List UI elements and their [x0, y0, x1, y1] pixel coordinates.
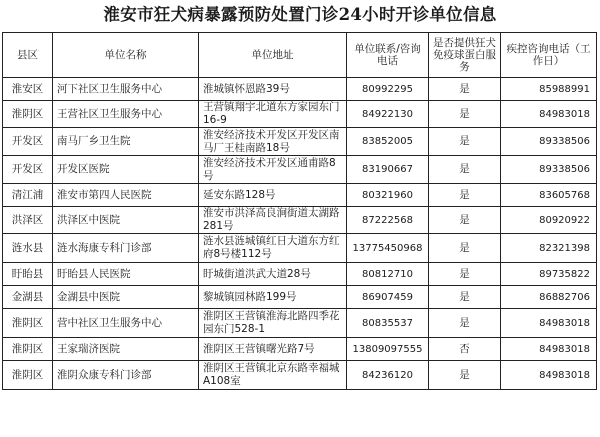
- cell-unit-name: 河下社区卫生服务中心: [53, 78, 199, 101]
- cell-contact-phone: 80321960: [347, 184, 429, 207]
- cell-address: 盱城街道洪武大道28号: [199, 263, 347, 286]
- cell-district: 淮阴区: [3, 361, 53, 390]
- cell-address: 延安东路128号: [199, 184, 347, 207]
- table-row: [3, 338, 597, 361]
- table-row: [3, 78, 597, 101]
- cell-unit-name: 王家瑞济医院: [53, 338, 199, 361]
- cell-address: 淮阴区王营镇北京东路幸福城A108室: [199, 361, 347, 390]
- cell-contact-phone: 84236120: [347, 361, 429, 390]
- cell-contact-phone: 80835537: [347, 309, 429, 338]
- table-row: [3, 101, 597, 128]
- cell-immunoglobulin: 是: [429, 361, 501, 390]
- table-row: [3, 156, 597, 184]
- cell-unit-name: 淮安市第四人民医院: [53, 184, 199, 207]
- cell-immunoglobulin: 是: [429, 184, 501, 207]
- cell-address: 淮安经济技术开发区开发区南马厂王桂南路18号: [199, 128, 347, 156]
- cell-district: 淮安区: [3, 78, 53, 101]
- cell-unit-name: 王营社区卫生服务中心: [53, 101, 199, 128]
- table-row: [3, 263, 597, 286]
- cell-unit-name: 涟水海康专科门诊部: [53, 234, 199, 263]
- cell-contact-phone: 87222568: [347, 207, 429, 234]
- cell-unit-name: 金湖县中医院: [53, 286, 199, 309]
- cell-immunoglobulin: 是: [429, 156, 501, 184]
- cell-cdc-phone: 86882706: [501, 286, 597, 309]
- cell-contact-phone: 80812710: [347, 263, 429, 286]
- table-row: [3, 361, 597, 390]
- table-header-row: [3, 33, 597, 78]
- cell-immunoglobulin: 是: [429, 286, 501, 309]
- cell-cdc-phone: 83605768: [501, 184, 597, 207]
- cell-contact-phone: 83190667: [347, 156, 429, 184]
- header-unit-name: 单位名称: [53, 33, 199, 78]
- cell-cdc-phone: 84983018: [501, 361, 597, 390]
- cell-district: 开发区: [3, 128, 53, 156]
- table-row: [3, 309, 597, 338]
- cell-district: 淮阴区: [3, 101, 53, 128]
- page-title: 淮安市狂犬病暴露预防处置门诊24小时开诊单位信息: [103, 5, 497, 24]
- cell-cdc-phone: 89338506: [501, 128, 597, 156]
- cell-district: 涟水县: [3, 234, 53, 263]
- cell-contact-phone: 80992295: [347, 78, 429, 101]
- cell-address: 淮城镇怀恩路39号: [199, 78, 347, 101]
- cell-immunoglobulin: 是: [429, 78, 501, 101]
- cell-cdc-phone: 89735822: [501, 263, 597, 286]
- cell-unit-name: 洪泽区中医院: [53, 207, 199, 234]
- cell-district: 淮阴区: [3, 309, 53, 338]
- cell-unit-name: 开发区医院: [53, 156, 199, 184]
- cell-immunoglobulin: 是: [429, 234, 501, 263]
- cell-address: 淮安经济技术开发区通甫路8号: [199, 156, 347, 184]
- cell-address: 涟水县涟城镇红日大道东方红府8号楼112号: [199, 234, 347, 263]
- cell-unit-name: 南马厂乡卫生院: [53, 128, 199, 156]
- cell-contact-phone: 13775450968: [347, 234, 429, 263]
- cell-address: 淮阴区王营镇淮海北路四季花园东门528-1: [199, 309, 347, 338]
- cell-cdc-phone: 85988991: [501, 78, 597, 101]
- header-cdc-phone: 疾控咨询电话（工作日）: [501, 33, 597, 78]
- table-row: [3, 128, 597, 156]
- cell-immunoglobulin: 否: [429, 338, 501, 361]
- cell-cdc-phone: 89338506: [501, 156, 597, 184]
- cell-cdc-phone: 84983018: [501, 338, 597, 361]
- cell-immunoglobulin: 是: [429, 207, 501, 234]
- cell-cdc-phone: 84983018: [501, 309, 597, 338]
- cell-cdc-phone: 84983018: [501, 101, 597, 128]
- header-immunoglobulin: 是否提供狂犬免疫球蛋白服务: [429, 33, 501, 78]
- cell-unit-name: 淮阴众康专科门诊部: [53, 361, 199, 390]
- cell-district: 洪泽区: [3, 207, 53, 234]
- cell-unit-name: 盱眙县人民医院: [53, 263, 199, 286]
- table-row: [3, 234, 597, 263]
- cell-district: 金湖县: [3, 286, 53, 309]
- table-row: [3, 207, 597, 234]
- cell-cdc-phone: 80920922: [501, 207, 597, 234]
- cell-cdc-phone: 82321398: [501, 234, 597, 263]
- cell-address: 淮阴区王营镇曙光路7号: [199, 338, 347, 361]
- cell-address: 王营镇翔宇北道东方家园东门16-9: [199, 101, 347, 128]
- cell-district: 盱眙县: [3, 263, 53, 286]
- cell-contact-phone: 13809097555: [347, 338, 429, 361]
- cell-contact-phone: 86907459: [347, 286, 429, 309]
- table-row: [3, 286, 597, 309]
- header-district: 县区: [3, 33, 53, 78]
- cell-address: 淮安市洪泽高良涧街道太湖路281号: [199, 207, 347, 234]
- clinic-table: [2, 32, 597, 390]
- header-address: 单位地址: [199, 33, 347, 78]
- header-contact: 单位联系/咨询电话: [347, 33, 429, 78]
- cell-contact-phone: 83852005: [347, 128, 429, 156]
- table-row: [3, 184, 597, 207]
- cell-district: 开发区: [3, 156, 53, 184]
- cell-address: 黎城镇园林路199号: [199, 286, 347, 309]
- cell-contact-phone: 84922130: [347, 101, 429, 128]
- cell-immunoglobulin: 是: [429, 101, 501, 128]
- cell-immunoglobulin: 是: [429, 128, 501, 156]
- cell-district: 清江浦: [3, 184, 53, 207]
- cell-district: 淮阴区: [3, 338, 53, 361]
- cell-unit-name: 营中社区卫生服务中心: [53, 309, 199, 338]
- cell-immunoglobulin: 是: [429, 263, 501, 286]
- cell-immunoglobulin: 是: [429, 309, 501, 338]
